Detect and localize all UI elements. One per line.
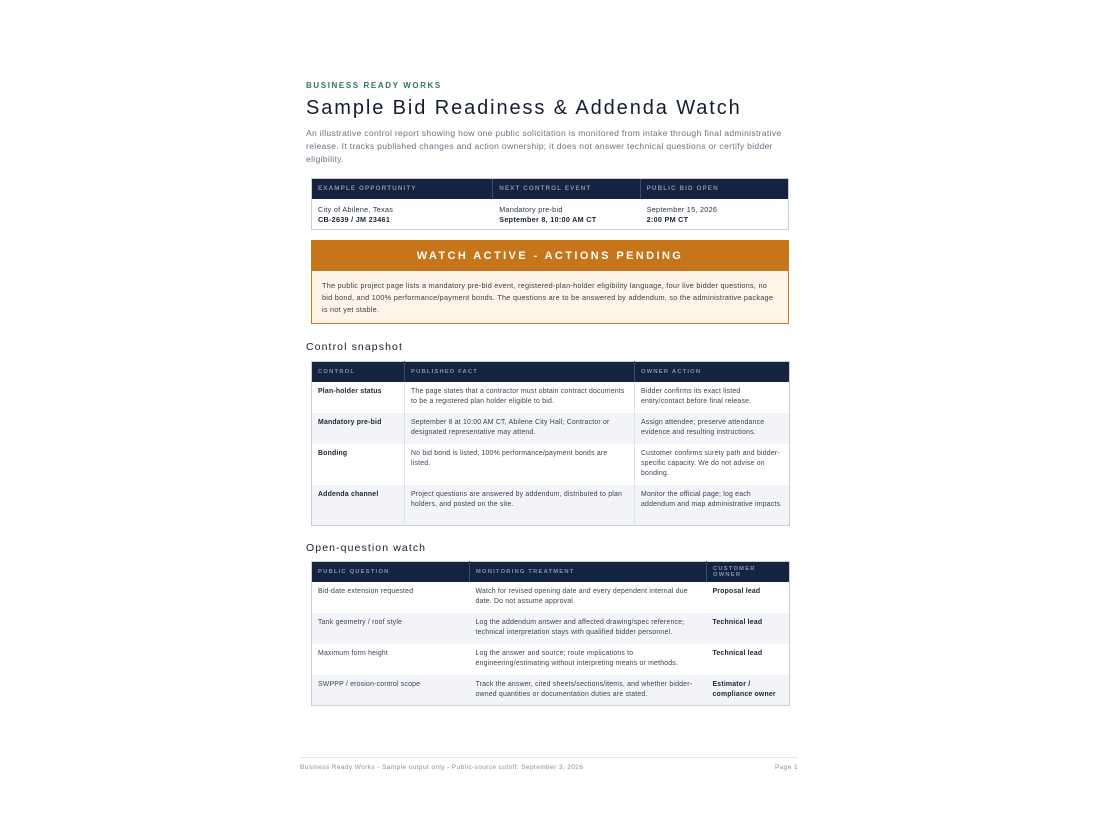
page-number: Page 1 [774, 764, 798, 771]
column-header-control: CONTROL [312, 362, 405, 382]
control-cell: Bonding [312, 444, 405, 485]
question-cell: Maximum form height [318, 649, 389, 657]
watch-status-banner: WATCH ACTIVE - ACTIONS PENDING [312, 241, 788, 271]
owner-cell: Technical lead [707, 613, 790, 644]
control-cell: Plan-holder status [312, 382, 405, 413]
treatment-cell: Log the addendum answer and affected drawing/spec reference; technical interpretation stays with qualified bidder personnel. [470, 613, 707, 644]
table-row [312, 613, 790, 644]
owner-cell: Estimator / compliance owner [707, 675, 790, 706]
owner-cell: Technical lead [712, 649, 763, 657]
control-snapshot-table [311, 361, 790, 526]
bid-open-date: September 15, 2026 [646, 205, 718, 214]
owner-cell: Proposal lead [712, 587, 761, 595]
column-header-public-question: PUBLIC QUESTION [312, 562, 470, 582]
column-header-customer-owner: CUSTOMER OWNER [707, 562, 790, 582]
fact-cell: No bid bond is listed; 100% performance/payment bonds are listed. [405, 444, 635, 485]
open-question-table [311, 561, 790, 706]
table-row [312, 644, 790, 675]
treatment-cell: Watch for revised opening date and every dependent internal due date. Do not assume approval. [475, 587, 688, 605]
intro-paragraph: An illustrative control report showing how one public solicitation is monitored from intake through final administrative release. It tracks published changes and action ownership; it does not answer technical questions or certify bidder eligibility. [306, 128, 782, 164]
opportunity-body-row [312, 199, 788, 229]
question-cell: Tank geometry / roof style [312, 613, 470, 644]
opportunity-owner: City of Abilene, Texas [318, 205, 394, 214]
control-cell: Addenda channel [312, 485, 405, 526]
footer-disclaimer: Business Ready Works - Sample output only - Public-source cutoff: September 3, 2026 [300, 764, 584, 771]
bid-open-header-cell: PUBLIC BID OPEN [646, 185, 719, 192]
opportunity-summary-table [311, 178, 789, 230]
control-cell: Mandatory pre-bid [312, 413, 405, 444]
opportunity-header-row [312, 179, 788, 199]
column-header-owner-action: OWNER ACTION [635, 362, 790, 382]
action-cell: Customer confirms surety path and bidder-specific capacity. We do not advise on bonding. [641, 449, 780, 477]
question-cell: SWPPP / erosion-control scope [312, 675, 470, 706]
opportunity-header-cell: EXAMPLE OPPORTUNITY [312, 179, 493, 199]
next-event-cell [493, 199, 640, 229]
fact-cell: The page states that a contractor must obtain contract documents to be a registered plan holder eligible to bid. [405, 382, 635, 413]
next-event-date: September 8, 10:00 AM CT [499, 215, 597, 224]
table-row [312, 382, 790, 413]
opportunity-number: CB-2639 / JM 23461 [318, 215, 391, 224]
table-row [312, 444, 790, 485]
table-row [312, 675, 790, 706]
bid-open-time: 2:00 PM CT [646, 215, 689, 224]
brand-kicker: BUSINESS READY WORKS [306, 81, 442, 90]
action-cell: Monitor the official page; log each addendum and map administrative impacts. [635, 485, 790, 526]
control-snapshot-heading: Control snapshot [306, 341, 403, 353]
question-cell: Bid-date extension requested [318, 587, 414, 595]
next-event-name: Mandatory pre-bid [499, 205, 563, 214]
table-header-row [312, 362, 790, 382]
fact-cell: Project questions are answered by addendum, distributed to plan holders, and posted on the site. [405, 485, 635, 526]
next-event-header-cell: NEXT CONTROL EVENT [493, 179, 640, 199]
treatment-cell: Log the answer and source; route implications to engineering/estimating without interpreting means or methods. [475, 649, 679, 667]
watch-status-callout [311, 240, 789, 324]
table-row [312, 485, 790, 526]
footer-divider [300, 757, 798, 758]
column-header-published-fact: PUBLISHED FACT [405, 362, 635, 382]
watch-status-body: The public project page lists a mandatory pre-bid event, registered-plan-holder eligibility language, four live bidder questions, no bid bond, and 100% performance/payment bonds. The questions are to be answered by addendum, so the administrative package is not yet stable. [312, 271, 788, 323]
action-cell: Bidder confirms its exact listed entity/contact before final release. [641, 387, 752, 405]
table-row [312, 413, 790, 444]
column-header-monitoring-treatment: MONITORING TREATMENT [470, 562, 707, 582]
open-question-heading: Open-question watch [306, 542, 427, 554]
fact-cell: September 8 at 10:00 AM CT, Abilene City Hall; Contractor or designated representative may attend. [405, 413, 635, 444]
treatment-cell: Track the answer, cited sheets/sections/items, and whether bidder-owned quantities or documentation duties are stated. [470, 675, 707, 706]
bid-open-cell [641, 199, 788, 229]
action-cell: Assign attendee; preserve attendance evidence and resulting instructions. [635, 413, 790, 444]
opportunity-cell [312, 199, 493, 229]
table-header-row [312, 562, 790, 582]
table-row [312, 582, 790, 613]
page-title: Sample Bid Readiness & Addenda Watch [306, 97, 742, 119]
